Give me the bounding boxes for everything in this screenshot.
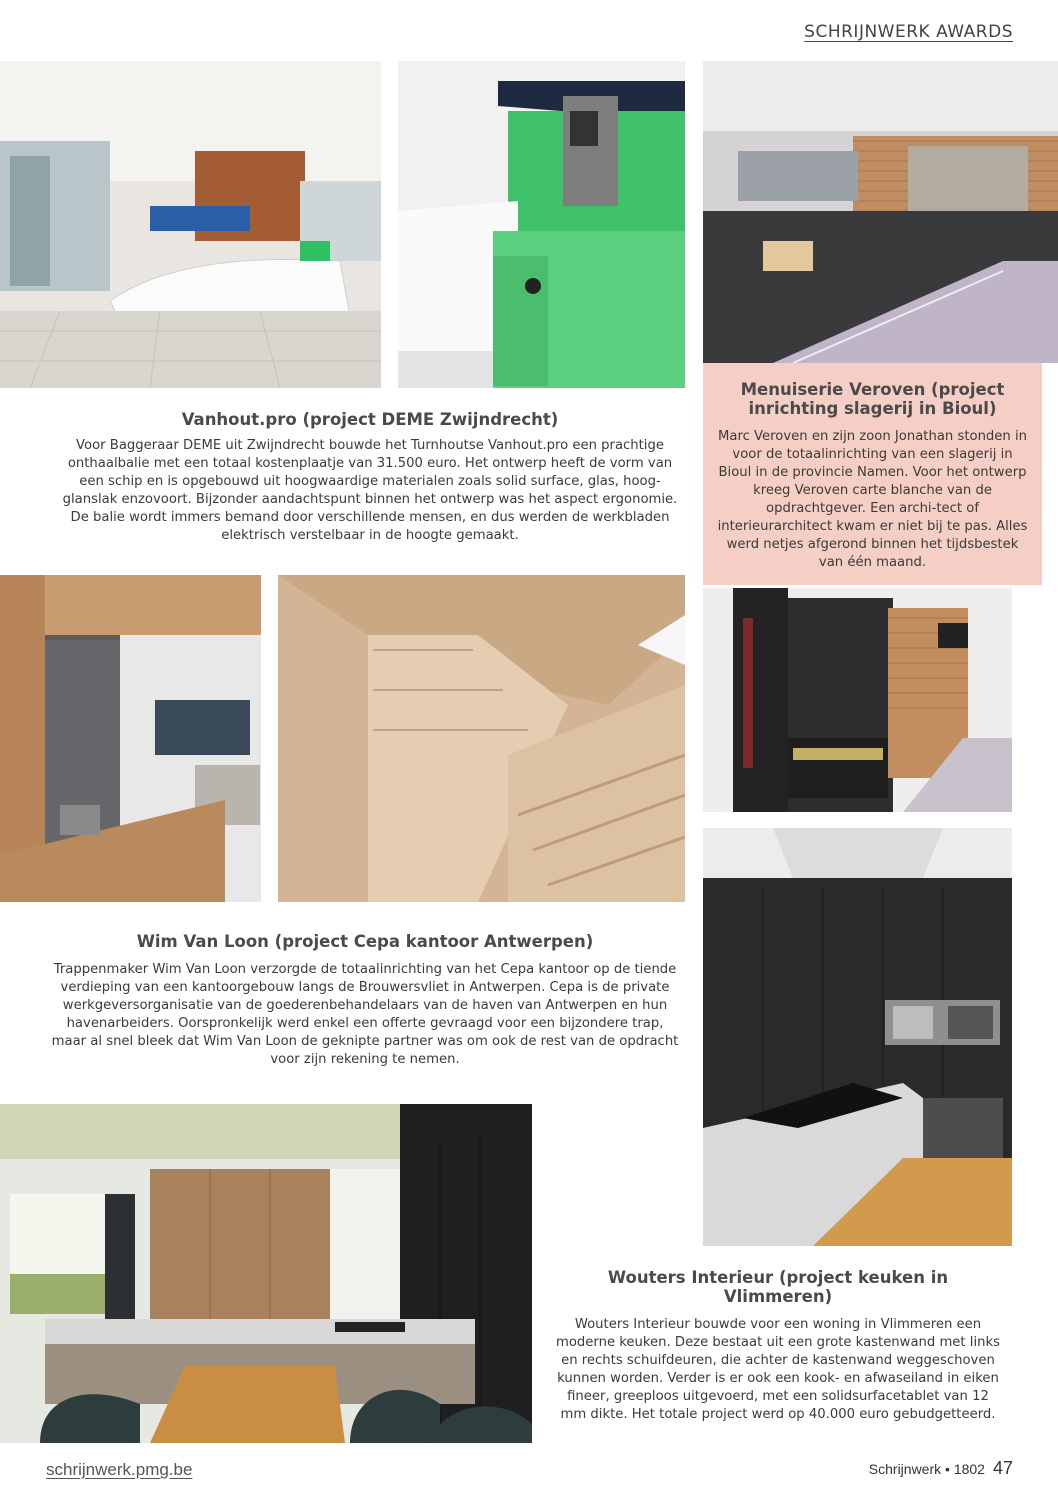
article-vanloon bbox=[50, 932, 680, 1069]
footer-website-link[interactable]: schrijnwerk.pmg.be bbox=[46, 1460, 193, 1479]
photo-kitchen-island bbox=[0, 1104, 532, 1443]
article-title: Wouters Interieur (project keuken in Vlimmeren) bbox=[607, 1268, 949, 1306]
photo-wooden-staircase bbox=[278, 575, 685, 902]
footer-page-info bbox=[869, 1458, 1013, 1479]
article-wouters bbox=[553, 1268, 1003, 1424]
article-veroven-box bbox=[703, 363, 1042, 585]
article-title: Menuiserie Veroven (project inrichting slagerij in Bioul) bbox=[740, 380, 1005, 418]
photo-reception-desk bbox=[0, 61, 381, 388]
article-vanhout bbox=[60, 410, 680, 545]
article-body: Trappenmaker Wim Van Loon verzorgde de totaalinrichting van het Cepa kantoor op de tiende verdieping van een kantoorgebouw langs de Brouwersvliet in Antwerpen. Cepa is de private werkgeversorganisatie van de goederenbehandelaars van de haven van Antwerpen en hun havenarbeiders. Oorspronkelijk werd enkel een offerte gevraagd voor een bijzondere trap, maar al snel bleek dat Wim Van Loon de geknipte partner was om ook de rest van de opdracht voor zijn rekening te nemen. bbox=[51, 962, 679, 1067]
article-title: Wim Van Loon (project Cepa kantoor Antwerpen) bbox=[136, 932, 594, 951]
article-title: Vanhout.pro (project DEME Zwijndrecht) bbox=[181, 410, 559, 429]
page-number: 47 bbox=[992, 1458, 1013, 1478]
photo-kitchen-cabinets bbox=[703, 828, 1012, 1246]
footer-magazine: Schrijnwerk • 1802 bbox=[868, 1461, 985, 1477]
section-title: SCHRIJNWERK AWARDS bbox=[804, 22, 1013, 42]
article-body: Voor Baggeraar DEME uit Zwijndrecht bouwde het Turnhoutse Vanhout.pro een prachtige onthaalbalie met een totaal kostenplaatje van 31.500 euro. Het ontwerp heeft de vorm van een schip en is opgebouwd uit hoogwaardige materialen zoals solid surface, glas, hoog-glanslak enzovoort. Bijzonder aandachtspunt binnen het ontwerp was het aspect ergonomie. De balie wordt immers bemand door verschillende mensen, en dus werden de werkbladen elektrisch verstelbaar in de hoogte gemaakt. bbox=[62, 438, 678, 543]
article-body: Marc Veroven en zijn zoon Jonathan stonden in voor de totaalinrichting van een slagerij in Bioul in de provincie Namen. Voor het ontwerp kreeg Veroven carte blanche van de opdrachtgever. Een archi-tect of interieurarchitect kwam er niet bij te pas. Alles werd netjes afgerond binnen het tijdsbestek van één maand. bbox=[717, 429, 1028, 570]
photo-coffee-station bbox=[398, 61, 685, 388]
photo-butcher-shop bbox=[703, 61, 1058, 363]
article-body: Wouters Interieur bouwde voor een woning in Vlimmeren een moderne keuken. Deze bestaat uit een grote kastenwand met links en rechts schuifdeuren, die achter de kastenwand weggeschoven kunnen worden. Verder is er ook een kook- en afwaseiland in eiken fineer, greeploos uitgevoerd, met een solidsurfacetablet van 12 mm dikte. Het totale project werd op 40.000 euro gebudgetteerd. bbox=[556, 1317, 1000, 1422]
photo-butcher-shelves bbox=[703, 588, 1012, 812]
photo-office-interior bbox=[0, 575, 261, 902]
